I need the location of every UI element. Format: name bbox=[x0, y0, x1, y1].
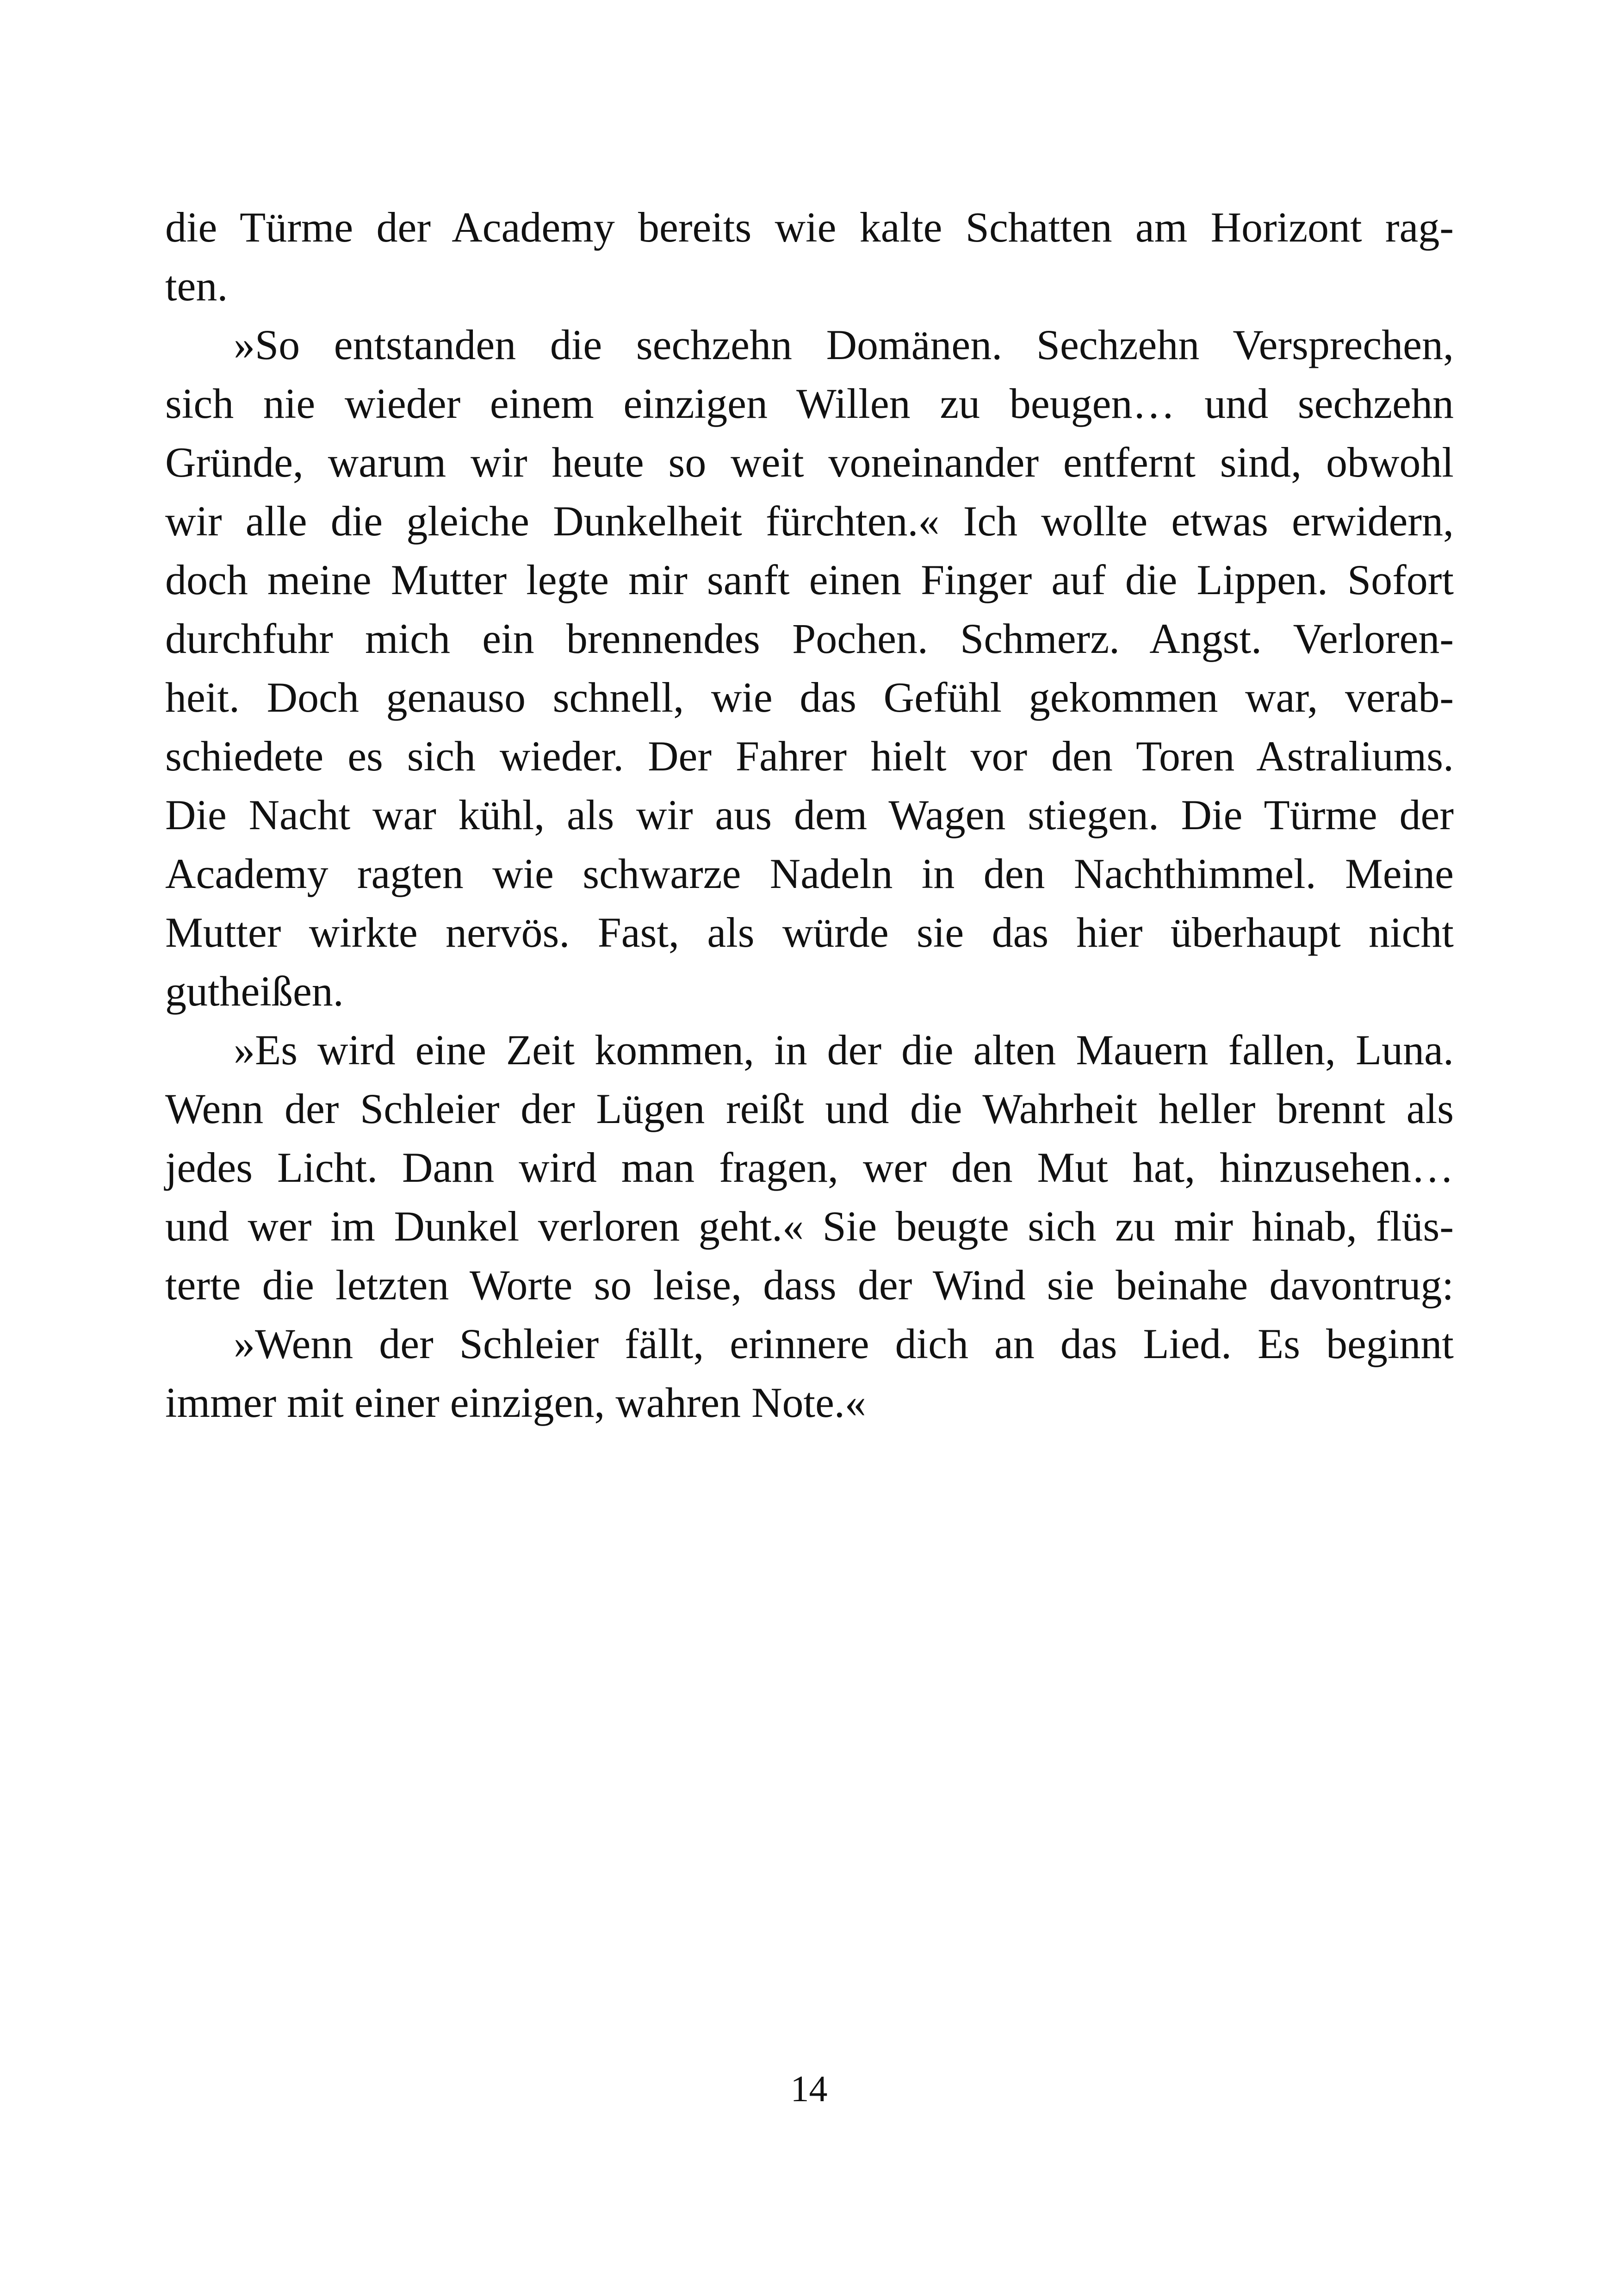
text-line: wir alle die gleiche Dunkelheit fürchten.« Ich wollte etwas erwidern, bbox=[165, 497, 1454, 545]
paragraph-start-line: »Es wird eine Zeit kommen, in der die alten Mauern fallen, Luna. bbox=[234, 1026, 1454, 1074]
text-line: die Türme der Academy bereits wie kalte Schatten am Horizont rag- bbox=[165, 204, 1454, 251]
text-line: Gründe, warum wir heute so weit voneinander entfernt sind, obwohl bbox=[165, 439, 1454, 486]
text-line: ten. bbox=[165, 262, 228, 310]
text-line: Die Nacht war kühl, als wir aus dem Wagen stiegen. Die Türme der bbox=[165, 791, 1454, 838]
paragraph-start-line: »Wenn der Schleier fällt, erinnere dich an das Lied. Es beginnt bbox=[234, 1320, 1454, 1367]
text-line: und wer im Dunkel verloren geht.« Sie beugte sich zu mir hinab, flüs- bbox=[165, 1203, 1454, 1250]
text-line: terte die letzten Worte so leise, dass der Wind sie beinahe davontrug: bbox=[165, 1261, 1454, 1309]
text-line: sich nie wieder einem einzigen Willen zu beugen… und sechzehn bbox=[165, 380, 1454, 427]
text-line: doch meine Mutter legte mir sanft einen Finger auf die Lippen. Sofort bbox=[165, 556, 1454, 603]
text-line: gutheißen. bbox=[165, 968, 344, 1015]
text-line: immer mit einer einzigen, wahren Note.« bbox=[165, 1379, 866, 1426]
paragraph-start-line: »So entstanden die sechzehn Domänen. Sechzehn Versprechen, bbox=[234, 321, 1454, 368]
text-line: jedes Licht. Dann wird man fragen, wer den Mut hat, hinzusehen… bbox=[165, 1144, 1454, 1191]
text-line: Academy ragten wie schwarze Nadeln in den Nachthimmel. Meine bbox=[165, 850, 1454, 897]
page-number: 14 bbox=[790, 2069, 828, 2110]
text-line: heit. Doch genauso schnell, wie das Gefühl gekommen war, verab- bbox=[165, 674, 1454, 721]
text-line: schiedete es sich wieder. Der Fahrer hielt vor den Toren Astraliums. bbox=[165, 732, 1454, 780]
text-line: Mutter wirkte nervös. Fast, als würde sie das hier überhaupt nicht bbox=[165, 909, 1454, 956]
body-text bbox=[165, 198, 1454, 1432]
text-line: durchfuhr mich ein brennendes Pochen. Schmerz. Angst. Verloren- bbox=[165, 615, 1454, 662]
text-line: Wenn der Schleier der Lügen reißt und die Wahrheit heller brennt als bbox=[165, 1085, 1454, 1132]
